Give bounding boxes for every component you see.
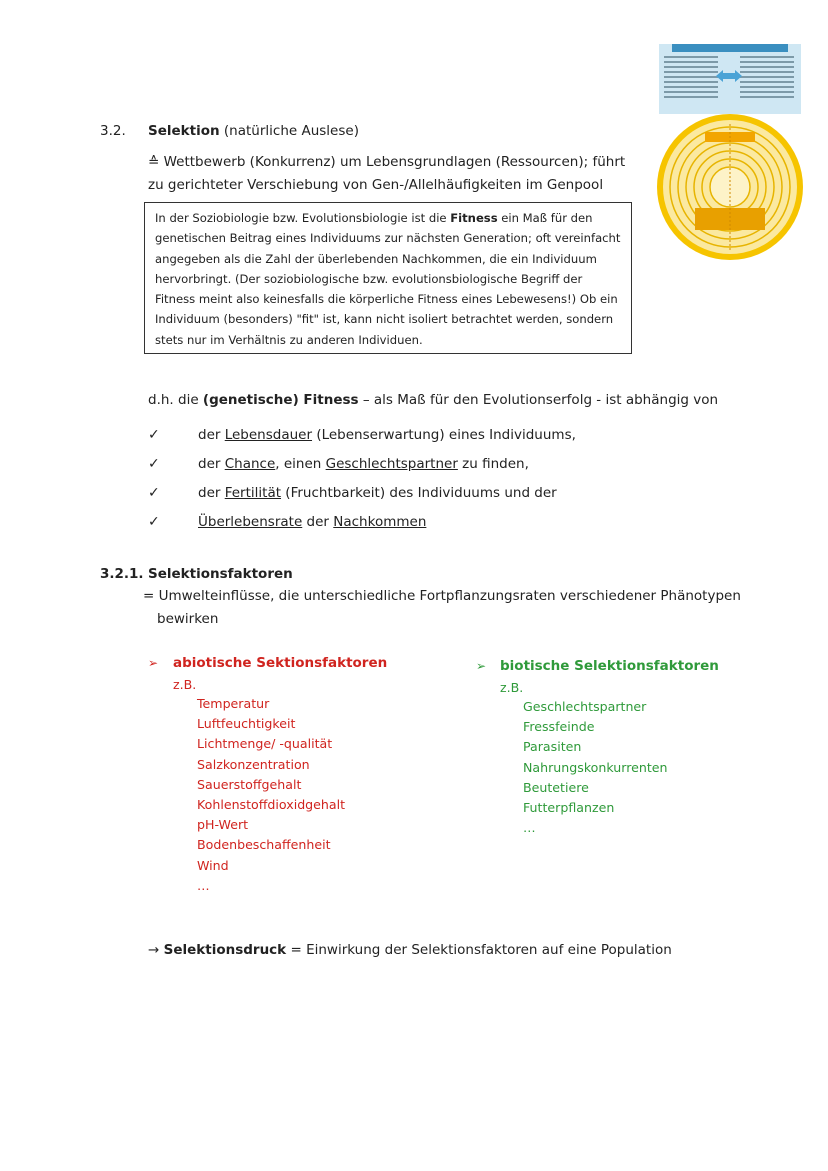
list-item: Beutetiere	[523, 779, 589, 795]
check-icon: ✓	[148, 427, 160, 443]
selection-pressure-line	[148, 942, 672, 958]
abiotic-title: abiotische Sektionsfaktoren	[173, 655, 388, 671]
list-item: Geschlechtspartner	[523, 699, 647, 714]
selection-pressure-term: Selektionsdruck	[163, 942, 287, 958]
check-icon: ✓	[148, 485, 160, 501]
figure-text-left	[664, 56, 718, 106]
section-title: Selektion	[148, 123, 220, 139]
list-item: Temperatur	[197, 696, 270, 711]
list-item: Sauerstoffgehalt	[197, 776, 302, 792]
biotic-title: biotische Selektionsfaktoren	[500, 658, 719, 674]
figure-ring-diagram	[655, 112, 805, 262]
fitness-dependency-line	[148, 392, 718, 408]
biotic-zb: z.B.	[500, 680, 524, 695]
subsection-definition-2: bewirken	[157, 611, 219, 627]
check-icon: ✓	[148, 456, 160, 472]
box-text-1: In der Soziobiologie bzw. Evolutionsbiologie ist die	[155, 211, 451, 225]
fitness-line-prefix: d.h. die	[148, 392, 203, 408]
list-item: Lichtmenge/ -qualität	[197, 736, 333, 752]
list-item: Fressfeinde	[523, 719, 595, 735]
subsection-title: Selektionsfaktoren	[148, 566, 293, 582]
list-item: Futterpflanzen	[523, 800, 615, 816]
section-subtitle: (natürliche Auslese)	[223, 123, 359, 139]
check-icon: ✓	[148, 514, 160, 530]
subsection-number: 3.2.1.	[100, 566, 144, 582]
list-item: Wind	[197, 857, 229, 873]
box-text-2: ein Maß für den genetischen Beitrag eines Individuums zur nächsten Generation; oft vereinfacht angegeben als die Zahl der überlebenden Nachkommen, die ein Individuum hervorbringt. (Der soziobiologische bzw. evolutionsbiologische Begriff der Fitness meint also keinesfalls die körperliche Fitness eines Lebewesens!) Ob ein Individuum (besonders) "fit" ist, kann nicht isoliert betrachtet werden, sondern stets nur im Verhältnis zu anderen Individuen.	[155, 211, 621, 347]
fitness-line-suffix: – als Maß für den Evolutionserfolg - ist abhängig von	[358, 392, 719, 408]
list-item: Bodenbeschaffenheit	[197, 837, 331, 853]
criterion-fertility: der Fertilität (Fruchtbarkeit) des Individuums und der	[198, 485, 557, 501]
list-item: Parasiten	[523, 739, 582, 755]
selection-definition-1: ≙ Wettbewerb (Konkurrenz) um Lebensgrundlagen (Ressourcen); führt	[148, 154, 626, 170]
criterion-lifespan: der Lebensdauer (Lebenserwartung) eines Individuums,	[198, 427, 576, 443]
fitness-info-box	[144, 202, 632, 354]
selection-pressure-definition: = Einwirkung der Selektionsfaktoren auf eine Population	[286, 942, 672, 958]
figure-text-right	[740, 56, 794, 106]
arrow-right-icon: →	[148, 942, 160, 958]
list-item: Nahrungskonkurrenten	[523, 759, 668, 775]
list-item: …	[523, 820, 536, 836]
abiotic-arrow-icon: ➢	[148, 656, 159, 670]
fitness-line-bold: (genetische) Fitness	[202, 392, 359, 408]
list-item: Salzkonzentration	[197, 756, 310, 772]
abiotic-list	[197, 694, 345, 896]
figure-double-arrow	[716, 70, 742, 82]
box-fitness-term: Fitness	[450, 211, 498, 225]
section-number: 3.2.	[100, 123, 126, 139]
criterion-survival-rate: Überlebensrate der Nachkommen	[198, 514, 427, 530]
list-item: Luftfeuchtigkeit	[197, 716, 296, 732]
section-heading	[148, 123, 359, 139]
list-item: Kohlenstoffdioxidgehalt	[197, 797, 346, 813]
subsection-definition-1: = Umwelteinflüsse, die unterschiedliche Fortpflanzungsraten verschiedener Phänotypen	[143, 588, 741, 604]
criterion-partner-chance: der Chance, einen Geschlechtspartner zu finden,	[198, 456, 529, 472]
biotic-arrow-icon: ➢	[476, 659, 487, 673]
selection-definition-2: zu gerichteter Verschiebung von Gen-/Allelhäufigkeiten im Genpool	[148, 177, 604, 193]
abiotic-zb: z.B.	[173, 677, 197, 692]
figure-header-bar	[672, 44, 788, 52]
biotic-list	[523, 697, 668, 838]
list-item: …	[197, 877, 210, 893]
list-item: pH-Wert	[197, 817, 249, 833]
